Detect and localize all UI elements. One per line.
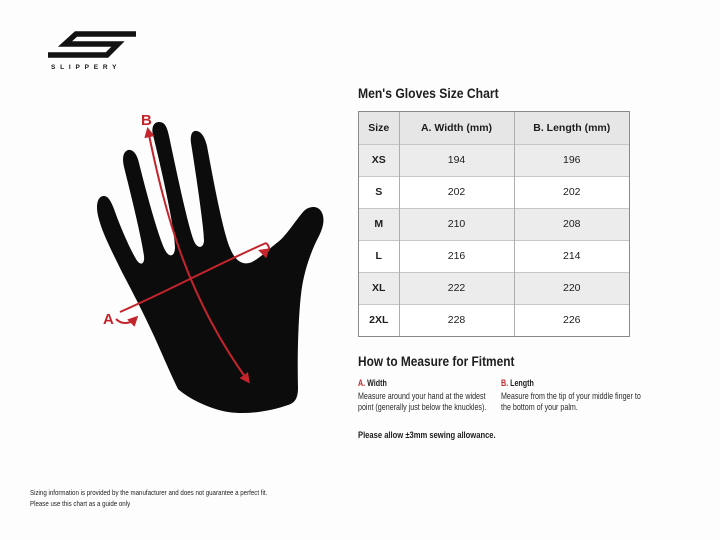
table-row: [359, 208, 629, 240]
footnote-line-1: Sizing information is provided by the manufacturer and does not guarantee a perfect fit.: [30, 488, 268, 497]
size-chart-panel: [358, 86, 641, 441]
measure-length-name: Length: [510, 378, 534, 389]
figure-label-a: A: [103, 311, 114, 328]
header-length: B. Length (mm): [514, 112, 629, 144]
width-cell: 202: [399, 176, 514, 208]
measure-length-label: [501, 378, 645, 389]
footnote-line-2: Please use this chart as a guide only: [30, 498, 131, 508]
measure-width-name: Width: [367, 378, 387, 389]
header-size: Size: [359, 112, 399, 144]
width-cell: 210: [399, 208, 514, 240]
measure-length-description: Measure from the tip of your middle finger to the bottom of your palm.: [501, 391, 641, 414]
size-cell: S: [359, 176, 399, 208]
table-row: [359, 176, 629, 208]
measure-width-label: [358, 378, 502, 389]
size-cell: 2XL: [359, 304, 399, 336]
length-cell: 214: [514, 240, 629, 272]
hand-measure-figure: [78, 98, 358, 443]
size-chart-title: Men's Gloves Size Chart: [358, 86, 499, 101]
sewing-allowance-note: Please allow ±3mm sewing allowance.: [358, 430, 496, 441]
measure-item-width: [358, 378, 502, 413]
measure-line-a-arrow-left: [116, 318, 136, 323]
brand-logo: [45, 30, 145, 71]
brand-wordmark: SLIPPERY: [51, 64, 122, 71]
table-row: [359, 144, 629, 176]
size-cell: XS: [359, 144, 399, 176]
measure-width-description: Measure around your hand at the widest point (generally just below the knuckles).: [358, 391, 487, 414]
table-header-row: [359, 112, 629, 144]
table-row: [359, 304, 629, 336]
header-width: A. Width (mm): [399, 112, 514, 144]
width-cell: 228: [399, 304, 514, 336]
length-cell: 202: [514, 176, 629, 208]
measure-instructions: [358, 378, 641, 426]
measure-length-key: B.: [501, 378, 509, 389]
size-table-wrap: [358, 111, 630, 337]
measure-width-key: A.: [358, 378, 366, 389]
length-cell: 220: [514, 272, 629, 304]
width-cell: 194: [399, 144, 514, 176]
hand-silhouette: [97, 122, 323, 413]
size-cell: XL: [359, 272, 399, 304]
length-cell: 226: [514, 304, 629, 336]
table-row: [359, 272, 629, 304]
slippery-logo-icon: [45, 30, 139, 60]
width-cell: 222: [399, 272, 514, 304]
size-table: [359, 112, 629, 336]
size-cell: L: [359, 240, 399, 272]
length-cell: 196: [514, 144, 629, 176]
hand-diagram-icon: [78, 98, 358, 443]
size-cell: M: [359, 208, 399, 240]
table-row: [359, 240, 629, 272]
length-cell: 208: [514, 208, 629, 240]
footnote: [30, 488, 267, 510]
measure-item-length: [501, 378, 645, 413]
figure-label-b: B: [141, 112, 152, 129]
measure-heading: How to Measure for Fitment: [358, 354, 515, 369]
width-cell: 216: [399, 240, 514, 272]
